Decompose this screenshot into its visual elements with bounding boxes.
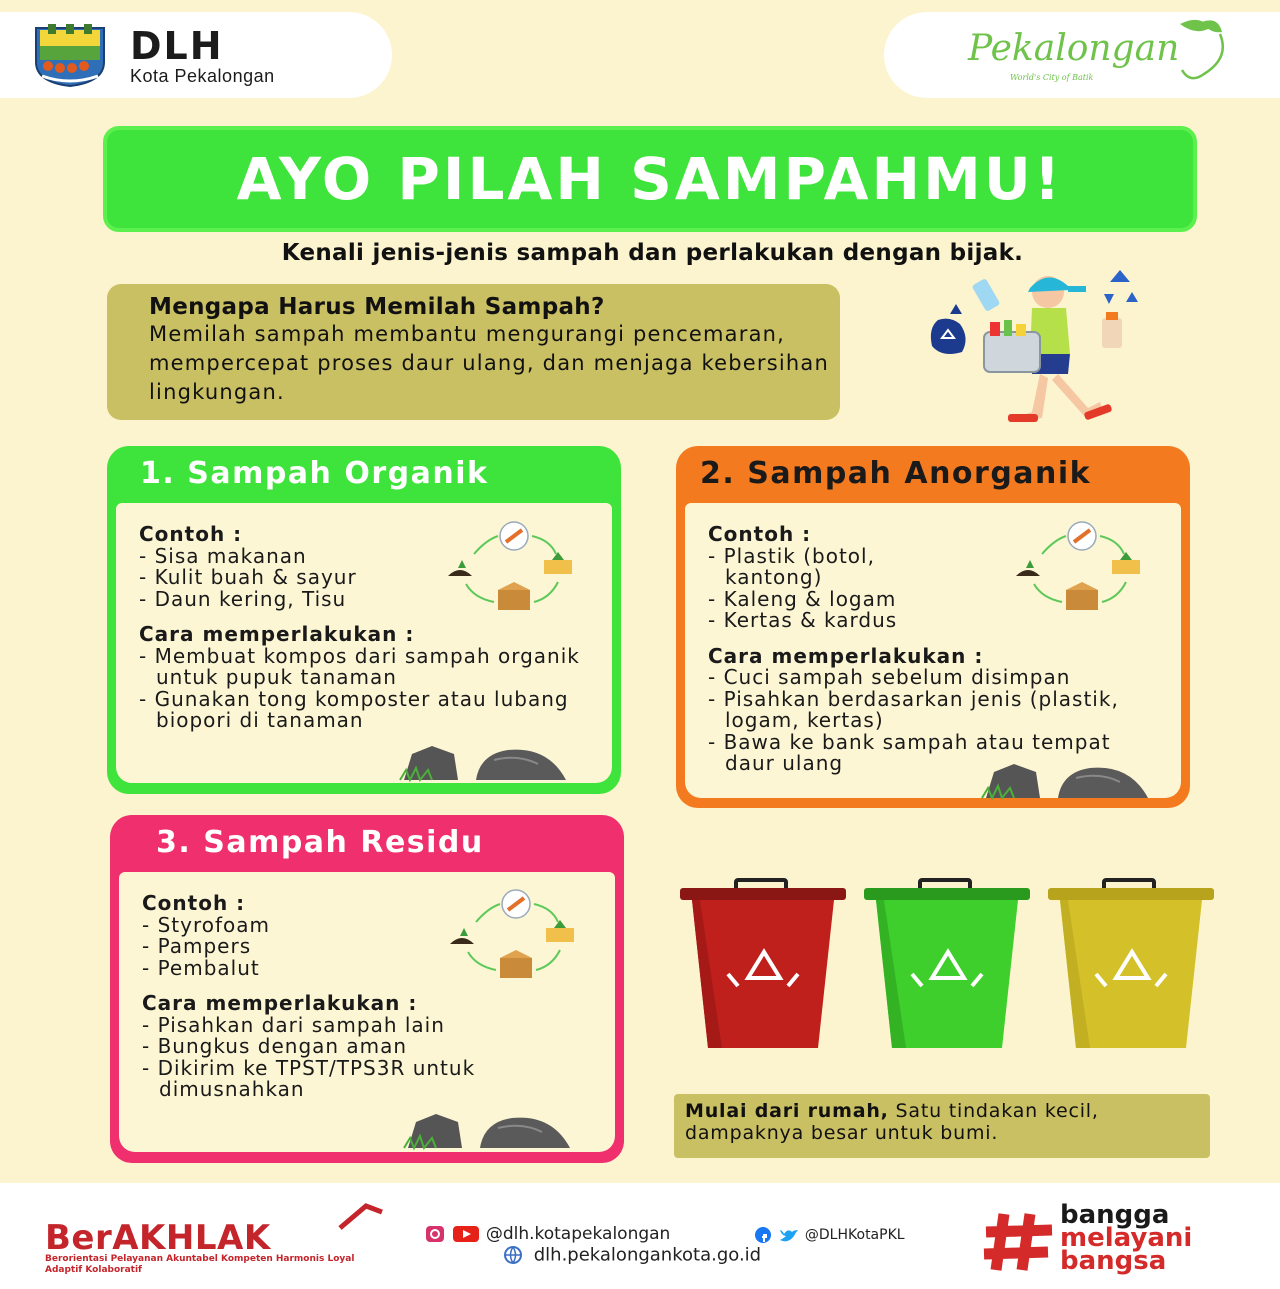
list-item: - Styrofoam xyxy=(142,912,270,937)
main-banner xyxy=(103,126,1197,232)
facebook-handle[interactable]: @DLHKotaPKL xyxy=(804,1227,905,1243)
card-anorganik-title: 2. Sampah Anorganik xyxy=(700,456,1092,491)
social-instagram-youtube[interactable] xyxy=(425,1224,670,1244)
green-bin-icon xyxy=(864,880,1030,1048)
banner-title: AYO PILAH SAMPAHMU! xyxy=(236,145,1064,213)
why-title: Mengapa Harus Memilah Sampah? xyxy=(149,294,605,320)
rocks-icon xyxy=(398,740,578,784)
compost-cycle-icon xyxy=(436,886,596,986)
leaf-icon xyxy=(1160,14,1230,90)
globe-icon xyxy=(498,1245,528,1265)
list-item: - Bungkus dengan aman xyxy=(142,1034,408,1058)
list-item: - Pampers xyxy=(142,934,252,958)
arrow-icon xyxy=(336,1202,386,1230)
facebook-icon[interactable] xyxy=(754,1226,774,1244)
city-brand-logo: Pekalongan xyxy=(968,28,1180,69)
social-facebook-twitter[interactable] xyxy=(754,1226,905,1244)
motto-bold: Mulai dari rumah, xyxy=(685,1100,889,1122)
dlh-subtitle: Kota Pekalongan xyxy=(130,66,275,86)
list-item: - Pisahkan berdasarkan jenis (plastik, logam, kertas) xyxy=(708,686,1119,732)
motto-box xyxy=(674,1094,1210,1158)
card-organik-title: 1. Sampah Organik xyxy=(140,456,489,491)
why-body: Memilah sampah membantu mengurangi pencemaran, mempercepat proses daur ulang, dan menjaga kebersihan lingkungan. xyxy=(149,322,830,404)
list-item: - Pembalut xyxy=(142,955,260,980)
treatment-label: Cara memperlakukan : xyxy=(139,622,415,646)
compost-cycle-icon xyxy=(434,518,594,618)
motto-rest: Satu tindakan kecil, dampaknya besar untuk bumi. xyxy=(685,1100,1099,1144)
list-item: - Kaleng & logam xyxy=(708,586,897,611)
list-item: - Sisa makanan xyxy=(139,543,307,568)
berakhlak-logo: BerAKHLAK xyxy=(45,1218,271,1258)
bangga-word-3: bangsa xyxy=(1060,1246,1167,1276)
dlh-title: DLH xyxy=(130,24,224,68)
list-item: - Gunakan tong komposter atau lubang biopori di tanaman xyxy=(139,686,569,732)
hashtag-icon xyxy=(982,1210,1058,1274)
rocks-icon xyxy=(980,758,1160,802)
list-item: - Kulit buah & sayur xyxy=(139,565,357,589)
yellow-bin-icon xyxy=(1048,880,1214,1048)
treatment-label: Cara memperlakukan : xyxy=(142,991,418,1015)
list-item: - Bawa ke bank sampah atau tempat daur ulang xyxy=(708,729,1111,775)
youtube-icon[interactable] xyxy=(452,1225,480,1243)
city-brand-tagline: World's City of Batik xyxy=(1010,73,1094,82)
list-item: - Kertas & kardus xyxy=(708,608,898,632)
list-item: - Dikirim ke TPST/TPS3R untuk dimusnahkan xyxy=(142,1055,476,1101)
kid-sorting-trash-illustration xyxy=(920,262,1160,427)
bangga-word-1: bangga xyxy=(1060,1200,1170,1230)
twitter-icon[interactable] xyxy=(778,1226,800,1244)
card-residu-title: 3. Sampah Residu xyxy=(156,825,484,860)
list-item: - Plastik (botol, kantong) xyxy=(708,543,875,589)
bangga-melayani-bangsa xyxy=(1060,1200,1193,1276)
website-link[interactable] xyxy=(498,1244,761,1266)
treatment-label: Cara memperlakukan : xyxy=(708,643,984,668)
red-bin-icon xyxy=(680,880,846,1048)
list-item: - Cuci sampah sebelum disimpan xyxy=(708,665,1071,689)
subtitle: Kenali jenis-jenis sampah dan perlakukan dengan bijak. xyxy=(281,240,1024,266)
examples-label: Contoh : xyxy=(708,522,812,546)
bangga-word-2: melayani xyxy=(1060,1223,1193,1253)
examples-label: Contoh : xyxy=(139,522,243,546)
compost-cycle-icon xyxy=(1002,518,1162,618)
berakhlak-subtitle: Berorientasi Pelayanan Akuntabel Kompeten Harmonis Loyal Adaptif Kolaboratif xyxy=(45,1254,355,1275)
list-item: - Pisahkan dari sampah lain xyxy=(142,1012,445,1037)
examples-label: Contoh : xyxy=(142,891,246,915)
rocks-icon xyxy=(402,1108,582,1152)
pekalongan-crest-icon xyxy=(30,22,110,88)
website-url[interactable]: dlh.pekalongankota.go.id xyxy=(533,1244,762,1266)
list-item: - Daun kering, Tisu xyxy=(139,586,347,611)
list-item: - Membuat kompos dari sampah organik untuk pupuk tanaman xyxy=(139,643,580,689)
why-box xyxy=(107,284,840,420)
trash-bins-illustration xyxy=(678,878,1218,1053)
instagram-icon[interactable] xyxy=(425,1225,447,1243)
instagram-handle[interactable]: @dlh.kotapekalongan xyxy=(485,1224,671,1244)
